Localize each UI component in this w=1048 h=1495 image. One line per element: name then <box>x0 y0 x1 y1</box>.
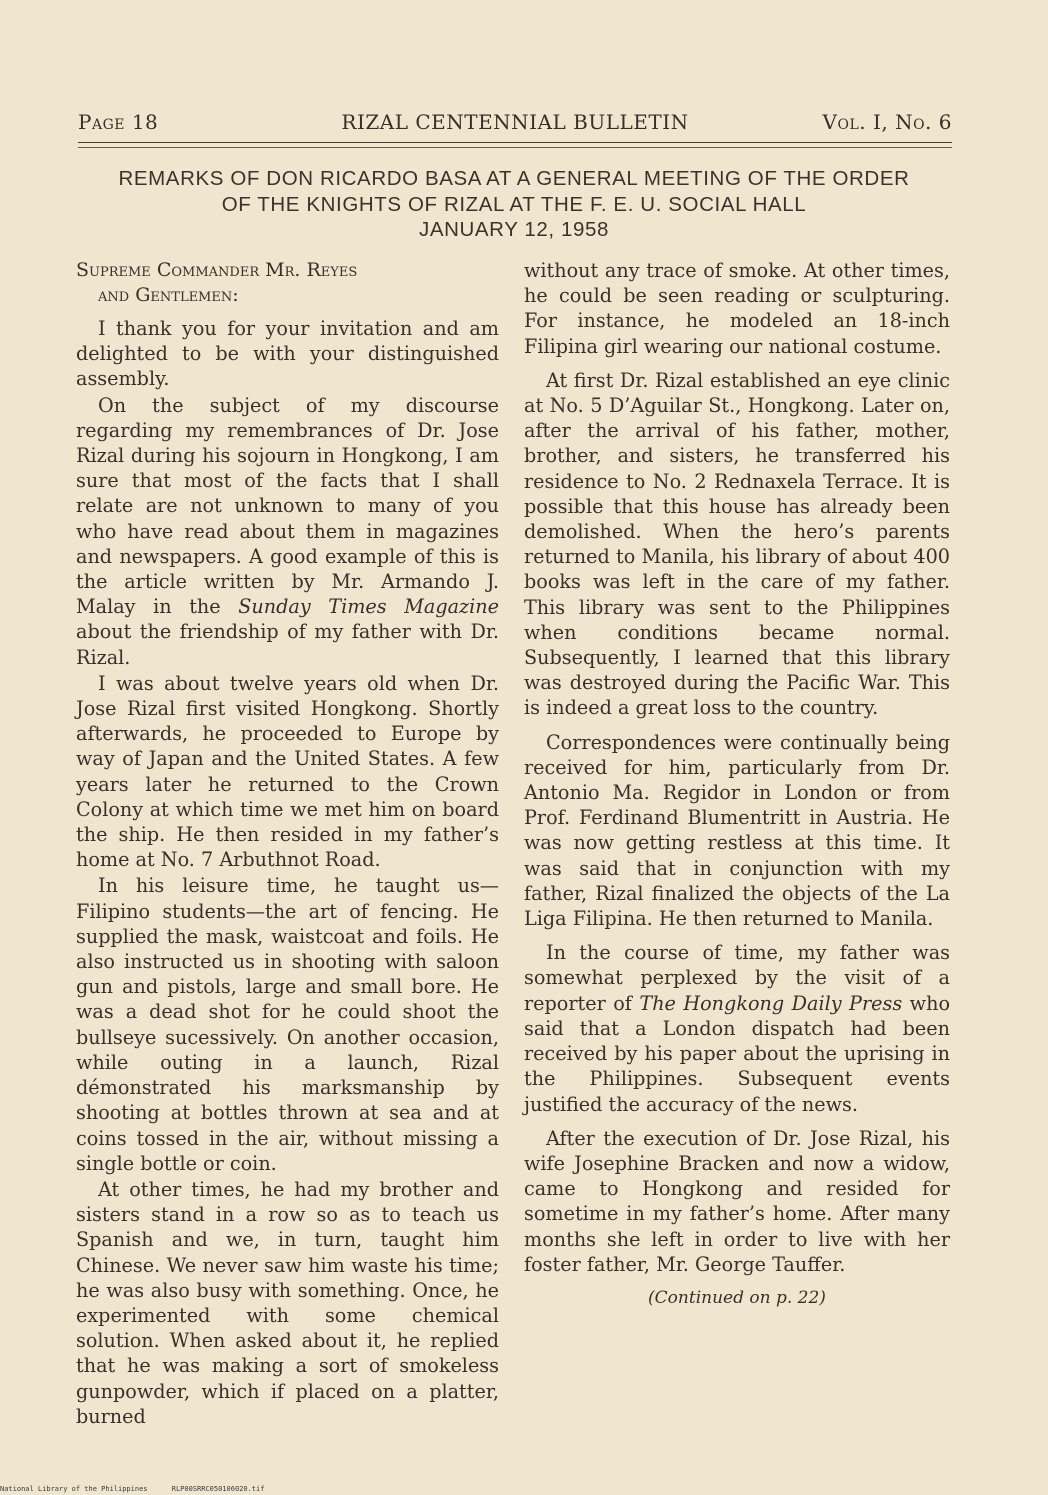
paragraph: After the execution of Dr. Jose Rizal, his wife Josephine Bracken and now a widow, came to Hongkong and resided for sometime in my father’s home. After many months she left in order to live with her foster father, Mr. George Tauffer. <box>524 1126 950 1276</box>
continued-text: (Continued on p. 22) <box>648 1287 826 1308</box>
continued-note <box>524 1286 950 1311</box>
paragraph: I was about twelve years old when Dr. Jose Rizal first visited Hongkong. Shortly afterwards, he proceeded to Europe by way of Japan and the United States. A few years later he returned to the Crown Colony at which time we met him on board the ship. He then resided in my father’s home at No. 7 Arbuthnot Road. <box>76 671 499 872</box>
title-line-1: REMARKS OF DON RICARDO BASA AT A GENERAL MEETING OF THE ORDER <box>118 167 910 190</box>
paragraph: At other times, he had my brother and sisters stand in a row so as to teach us Spanish and we, in turn, taught him Chinese. We never saw him waste his time; he was also busy with something. Once, he experimented with some chemical solution. When asked about it, he replied that he was making a sort of smokeless gunpowder, which if placed on a platter, burned <box>76 1177 499 1428</box>
scan-footer <box>0 1485 284 1493</box>
paragraph <box>524 940 950 1116</box>
paragraph-text: On the subject of my discourse regarding my remembrances of Dr. Jose Rizal during his sojourn in Hongkong, I am sure that most of the facts that I shall relate are not unknown to many of you who have read about them in magazines and newspapers. A good example of this is the article written by Mr. Armando J. Malay in the <box>76 393 499 619</box>
library-credit: National Library of the Philippines <box>0 1485 148 1493</box>
article-title <box>70 166 958 243</box>
newspaper-title: The Hongkong Daily Press <box>639 991 903 1015</box>
salutation-line-1: Supreme Commander Mr. Reyes <box>76 259 358 281</box>
paragraph <box>76 393 499 670</box>
salutation <box>76 258 499 308</box>
magazine-title: Sunday Times Magazine <box>238 595 500 619</box>
header-rule-bottom <box>78 147 952 148</box>
right-column <box>524 258 950 1320</box>
file-name: RLP00SRRC050106020.tif <box>171 1485 265 1493</box>
paragraph: In his leisure time, he taught us—Filipino students—the art of fencing. He supplied the mask, waistcoat and foils. He also instructed us in shooting with saloon gun and pistols, large and small bore. He was a dead shot for he could shoot the bullseye sucessively. On another occasion, while outing in a launch, Rizal démonstrated his marksmanship by shooting at bottles thrown at sea and at coins tossed in the air, without missing a single bottle or coin. <box>76 874 499 1175</box>
running-header <box>78 110 952 144</box>
page-number: Page 18 <box>78 110 159 134</box>
title-date: JANUARY 12, 1958 <box>418 218 610 241</box>
title-line-2: OF THE KNIGHTS OF RIZAL AT THE F. E. U. SOCIAL HALL <box>221 192 807 216</box>
paragraph: without any trace of smoke. At other times, he could be seen reading or sculpturing. For instance, he modeled an 18-inch Filipina girl wearing our national costume. <box>524 259 950 358</box>
left-column <box>76 258 499 1430</box>
paragraph: At first Dr. Rizal established an eye clinic at No. 5 D’Aguilar St., Hongkong. Later on, after the arrival of his father, mother, brother, and sisters, he transferred his residence to No. 2 Rednaxela Terrace. It is possible that this house has already been demolished. When the hero’s parents returned to Manila, his library of about 400 books was left in the care of my father. This library was sent to the Philippines when conditions became normal. Subsequently, I learned that this library was destroyed during the Pacific War. This is indeed a great loss to the country. <box>524 368 950 720</box>
volume-number: Vol. I, No. 6 <box>822 110 952 134</box>
salutation-line-2: and Gentlemen: <box>98 284 239 306</box>
paragraph: I thank you for your invitation and am delighted to be with your distinguished assembly. <box>76 317 499 391</box>
paragraph: Correspondences were continually being received for him, particularly from Dr. Antonio Ma. Regidor in London or from Prof. Ferdinand Blumentritt in Austria. He was now getting restless at this time. It was said that in conjunction with my father, Rizal finalized the objects of the La Liga Filipina. He then returned to Manila. <box>524 730 950 931</box>
header-rule-top <box>78 142 952 143</box>
publication-title: RIZAL CENTENNIAL BULLETIN <box>341 110 689 134</box>
paragraph-text: who said that a London dispatch had been received by his paper about the uprising in the Philippines. Subsequent events justified the accuracy of the news. <box>524 991 951 1116</box>
paragraph-text: about the friendship of my father with Dr. Rizal. <box>76 620 499 669</box>
paragraph-text: In the course of time, my father was somewhat perplexed by the visit of a reporter of <box>524 941 950 1015</box>
